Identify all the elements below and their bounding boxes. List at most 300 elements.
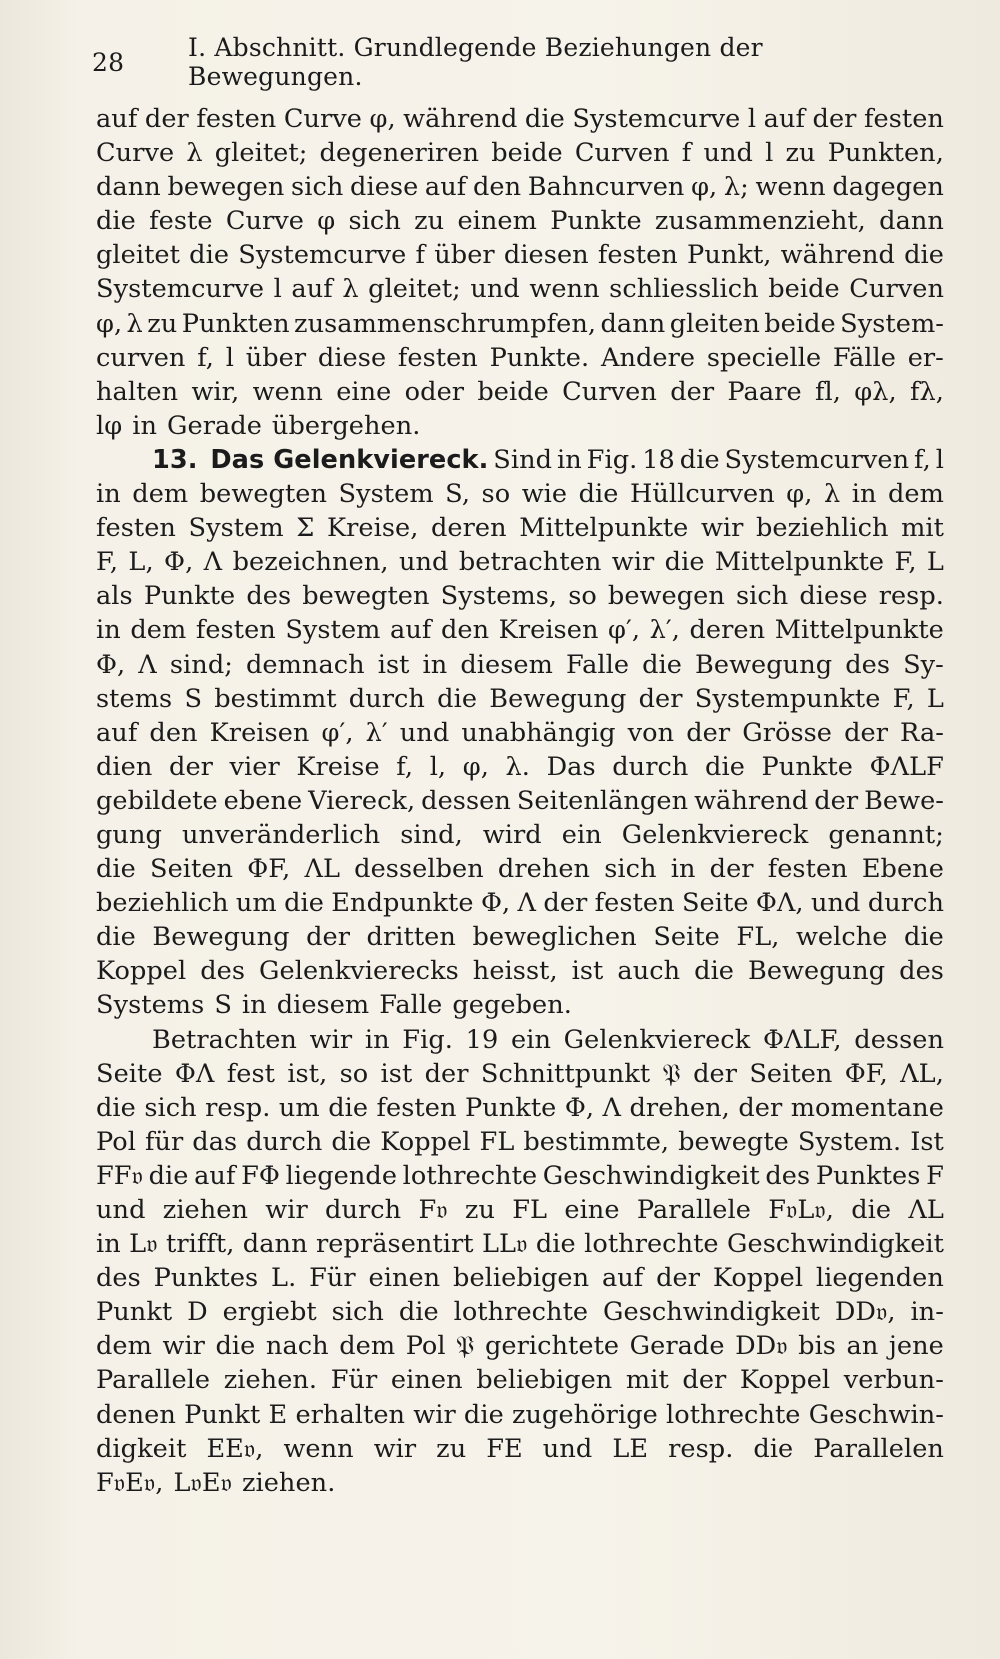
word: Φ, <box>96 649 126 680</box>
word: während <box>403 104 518 134</box>
text-line <box>96 170 944 204</box>
word: Gerade <box>167 410 262 441</box>
word: in <box>96 479 121 510</box>
word: diesem <box>460 649 553 680</box>
word: beziehlich <box>755 513 889 544</box>
word: Mittelpunkte <box>714 547 885 578</box>
word: der <box>682 1365 727 1396</box>
word: Punkte <box>464 1092 557 1123</box>
word: halten <box>96 376 179 407</box>
word: l <box>935 444 944 475</box>
word: φ, <box>96 308 123 339</box>
word: ΦΛ, <box>755 888 804 919</box>
word: EE𝔳, <box>206 1433 264 1464</box>
word: mit <box>625 1365 669 1396</box>
word: Für <box>309 1263 356 1294</box>
word: über <box>434 240 495 271</box>
word: die <box>96 922 136 953</box>
word: der <box>844 717 888 748</box>
text-line <box>96 682 944 716</box>
word: an <box>846 1331 879 1362</box>
word: Ebene <box>861 854 944 885</box>
word: bewegten <box>199 479 328 510</box>
word: Punkte <box>761 751 853 782</box>
word: zu <box>147 308 178 339</box>
word: FL <box>512 1195 548 1225</box>
word: heisst, <box>472 956 558 987</box>
word: Endpunkte <box>331 888 474 919</box>
word: zusammenschrumpfen, <box>294 308 597 339</box>
word: stems <box>96 683 173 714</box>
word: λ <box>126 308 143 339</box>
text-line <box>96 1057 944 1091</box>
word: 𝔓 <box>662 1058 681 1089</box>
word: feste <box>149 206 213 237</box>
word: wenn <box>283 1433 354 1464</box>
text-line <box>96 409 944 443</box>
word: Punkte. <box>489 342 590 373</box>
word: in <box>851 479 877 510</box>
text-line <box>96 307 944 341</box>
word: unabhängig <box>461 717 616 748</box>
word: Bewegung <box>748 956 886 987</box>
word: beweglichen <box>472 922 637 953</box>
word: Curven <box>562 376 657 407</box>
text-line <box>96 954 944 988</box>
word: diesem <box>276 990 370 1021</box>
word: ΦF, <box>247 854 291 885</box>
word: dagegen <box>832 172 944 203</box>
word: der <box>543 888 588 919</box>
word: des <box>200 956 246 987</box>
word: ebene <box>223 785 303 816</box>
word: dann <box>242 1229 308 1260</box>
word: Pol <box>96 1126 136 1157</box>
text-line <box>96 1159 944 1193</box>
word: deren <box>430 513 507 544</box>
word: die <box>328 1092 369 1123</box>
word: des <box>845 649 891 680</box>
word: durch <box>612 751 689 782</box>
word: der <box>709 854 754 885</box>
word: ΛL, <box>900 1058 944 1089</box>
word: dann <box>879 206 944 237</box>
word: Punkt <box>96 1297 173 1328</box>
word: D <box>187 1297 208 1328</box>
word: zu <box>436 1433 467 1464</box>
word: Systempunkte <box>694 683 881 714</box>
word: die <box>96 206 136 237</box>
word: der <box>693 1058 738 1089</box>
word: Andere <box>600 342 696 373</box>
word: die <box>664 547 705 578</box>
word: wenn <box>755 172 826 203</box>
word: fl, <box>814 376 841 407</box>
word: Seitenlängen <box>516 785 689 816</box>
word: erhalten <box>295 1399 406 1430</box>
word: Bewe- <box>864 785 944 816</box>
word: durch <box>325 1195 402 1225</box>
word: φ, <box>786 479 813 510</box>
word: den <box>149 717 198 748</box>
word: die <box>437 683 478 714</box>
word: wir <box>373 1433 417 1464</box>
text-line <box>96 1193 944 1227</box>
section-number: 13. <box>152 444 198 475</box>
word: in <box>422 649 448 680</box>
word: dem <box>130 615 187 646</box>
word: Punktes <box>153 1263 259 1294</box>
word: sich <box>735 581 789 612</box>
word: verbun- <box>843 1365 944 1396</box>
word: F <box>926 1160 944 1191</box>
word: ΛL <box>304 854 341 885</box>
text-line <box>96 272 944 306</box>
word: System <box>285 615 381 646</box>
word: F, <box>894 547 917 578</box>
word: Φ, <box>480 888 511 919</box>
word: beide <box>491 138 563 169</box>
word: ein <box>511 1024 551 1055</box>
word: wenn <box>529 274 600 305</box>
word: φ′, <box>321 717 354 748</box>
text-line <box>96 1261 944 1295</box>
word: und <box>470 274 520 305</box>
page-header <box>92 33 932 91</box>
word: Betrachten <box>152 1024 297 1055</box>
word: die <box>851 1195 892 1225</box>
word: liegende <box>285 1160 398 1191</box>
word: die <box>642 649 682 680</box>
word: λ′, <box>649 615 680 646</box>
word: fest <box>226 1058 275 1089</box>
word: Paare <box>727 376 802 407</box>
word: gleitet; <box>214 138 308 169</box>
word: die <box>189 240 230 271</box>
word: f, <box>914 444 931 475</box>
word: festen <box>195 615 276 646</box>
word: bewegten <box>302 581 430 612</box>
word: Geschwindigkeit <box>603 1297 820 1328</box>
word: der <box>638 683 683 714</box>
word: f, <box>197 342 214 373</box>
word: Sind <box>493 444 553 475</box>
word: der <box>814 785 859 816</box>
word: in <box>96 615 121 646</box>
word: bis <box>798 1331 836 1362</box>
word: eine <box>336 376 392 407</box>
word: Punkten, <box>827 138 944 169</box>
word: mit <box>901 513 944 544</box>
text-line <box>96 988 944 1022</box>
word: der <box>738 1092 783 1123</box>
word: lothrechte <box>453 1297 589 1328</box>
word: lφ <box>96 410 123 441</box>
word: die <box>463 1399 504 1430</box>
word: wir <box>309 1024 353 1055</box>
word: wie <box>521 479 568 510</box>
word: und <box>399 717 450 748</box>
word: diesen <box>503 240 589 271</box>
word: ziehen. <box>223 1365 318 1396</box>
word: Systemcurve <box>238 240 407 271</box>
word: die <box>96 1092 136 1123</box>
word: Geschwin- <box>808 1399 944 1430</box>
word: sich <box>331 1297 384 1328</box>
word: F, <box>892 683 915 714</box>
word: denen <box>96 1399 176 1430</box>
word: diese <box>350 172 419 203</box>
word: Gelenkvierecks <box>259 956 459 987</box>
text-line <box>96 579 944 613</box>
word: F, <box>96 547 119 578</box>
word: λ; <box>723 172 749 203</box>
word: degeneriren <box>319 138 480 169</box>
word: der <box>812 104 857 134</box>
word: lothrechte <box>584 1229 719 1260</box>
word: F𝔳 <box>418 1195 448 1225</box>
word: beziehlich <box>96 888 229 919</box>
word: L <box>926 683 944 714</box>
word: Punkte <box>143 581 236 612</box>
word: der <box>686 717 731 748</box>
word: beliebigen <box>476 1365 613 1396</box>
word: L𝔳 <box>129 1229 158 1260</box>
word: Falle <box>379 990 443 1021</box>
word: die <box>524 104 565 134</box>
word: momentane <box>790 1092 944 1123</box>
word: wir <box>162 1331 205 1362</box>
word: f, <box>396 751 414 782</box>
word: von <box>627 717 675 748</box>
word: Kreisen <box>209 717 310 748</box>
word: dem <box>132 479 189 510</box>
word: E <box>268 1399 288 1430</box>
word: auf <box>601 1263 644 1294</box>
word: resp. <box>205 1092 271 1123</box>
word: ist, <box>287 1058 328 1089</box>
word: System- <box>840 308 944 339</box>
word: l <box>765 138 774 169</box>
word: bestimmte, <box>523 1126 670 1157</box>
word: Bewegung <box>695 649 833 680</box>
word: wird <box>482 819 542 850</box>
word: der <box>424 1058 469 1089</box>
word: festen <box>96 513 176 544</box>
word: Viereck, <box>308 785 416 816</box>
text-line <box>96 648 944 682</box>
word: ergiebt <box>222 1297 317 1328</box>
word: zusammenzieht, <box>654 206 866 237</box>
word: 18 <box>642 444 675 475</box>
word: dem <box>339 1331 396 1362</box>
word: die <box>753 1433 794 1464</box>
word: sich <box>144 1092 197 1123</box>
word: jene <box>888 1331 944 1362</box>
word: gung <box>96 819 162 850</box>
word: auf <box>96 104 138 134</box>
word: l <box>273 274 282 305</box>
word: die <box>331 1126 372 1157</box>
word: DD𝔳 <box>735 1331 788 1362</box>
word: Mittelpunkte <box>774 615 944 646</box>
word: Seite <box>681 888 749 919</box>
word: ΦΛLF <box>869 751 944 782</box>
word: einen <box>368 1263 441 1294</box>
word: ziehen <box>162 1195 249 1225</box>
word: Fälle <box>832 342 896 373</box>
word: die <box>578 479 619 510</box>
word: fλ, <box>909 376 944 407</box>
word: Grösse <box>742 717 833 748</box>
word: gleitet <box>96 240 180 271</box>
word: dann <box>96 172 161 203</box>
word: φλ, <box>854 376 897 407</box>
word: Hüllcurven <box>629 479 775 510</box>
word: festen <box>376 1092 457 1123</box>
word: den <box>472 172 522 203</box>
word: festen <box>597 240 678 271</box>
word: während <box>780 240 895 271</box>
word: zu <box>785 138 816 169</box>
word: durch <box>246 1126 323 1157</box>
word: dritten <box>366 922 456 953</box>
word: f <box>681 138 692 169</box>
word: um <box>278 1092 320 1123</box>
word: der <box>670 376 715 407</box>
word: auf <box>96 717 138 748</box>
word: des <box>246 581 292 612</box>
word: bewegen <box>607 581 725 612</box>
word: die <box>398 1297 439 1328</box>
text-line <box>96 920 944 954</box>
word: Systemcurven <box>724 444 910 475</box>
word: gerichtete <box>484 1331 620 1362</box>
word: System <box>188 513 284 544</box>
word: die <box>705 751 745 782</box>
text-line <box>96 1466 944 1500</box>
word: in <box>241 990 267 1021</box>
word: Geschwindigkeit <box>727 1229 944 1260</box>
word: Λ <box>138 649 157 680</box>
text-line <box>96 1023 944 1057</box>
word: lothrechte <box>402 1160 538 1191</box>
word: der <box>144 104 189 134</box>
word: die <box>215 1331 256 1362</box>
word: des <box>765 1160 811 1191</box>
word: φ, <box>691 172 718 203</box>
word: und <box>810 888 861 919</box>
word: zu <box>414 206 445 237</box>
word: in- <box>910 1297 944 1328</box>
word: in <box>670 854 696 885</box>
word: Sy- <box>903 649 944 680</box>
word: die <box>535 1229 576 1260</box>
word: durch <box>348 683 425 714</box>
word: eine <box>564 1195 620 1225</box>
word: sich <box>604 854 657 885</box>
word: Das <box>546 751 596 782</box>
word: λ <box>186 138 203 169</box>
word: resp. <box>668 1433 734 1464</box>
word: System. <box>797 1126 902 1157</box>
word: während <box>694 785 809 816</box>
word: beliebigen <box>453 1263 590 1294</box>
word: welche <box>795 922 888 953</box>
text-line <box>96 750 944 784</box>
text-line <box>96 102 944 136</box>
word: FL, <box>736 922 780 953</box>
word: gebildete <box>96 785 218 816</box>
word: ist <box>571 956 604 987</box>
word: wir <box>265 1195 308 1225</box>
word: festen <box>397 342 478 373</box>
word: L𝔳E𝔳 <box>173 1467 232 1498</box>
word: und <box>542 1433 593 1464</box>
word: oder <box>404 376 465 407</box>
text-line <box>96 1432 944 1466</box>
word: LE <box>612 1433 649 1464</box>
word: drehen <box>497 854 591 885</box>
word: in <box>556 444 582 475</box>
word: Koppel <box>739 1365 831 1396</box>
word: wir, <box>191 376 240 407</box>
word: lothrechte <box>666 1399 801 1430</box>
word: Punkten <box>181 308 290 339</box>
running-title: I. Abschnitt. Grundlegende Beziehungen der Bewegungen. <box>188 33 763 91</box>
word: Seite <box>653 922 720 953</box>
section-title: Das Gelenkviereck. <box>210 444 489 475</box>
text-line <box>96 545 944 579</box>
text-line <box>96 818 944 852</box>
word: Curven <box>849 274 944 305</box>
word: Systemcurve <box>96 274 265 305</box>
word: Systemcurve <box>572 104 741 134</box>
word: wir <box>700 513 744 544</box>
text-line <box>96 1398 944 1432</box>
word: Falle <box>566 649 630 680</box>
word: Kreise <box>296 751 380 782</box>
word: betrachten <box>458 547 602 578</box>
word: so <box>568 581 597 612</box>
word: Ist <box>910 1126 944 1157</box>
word: Fig. <box>402 1024 453 1055</box>
word: resp. <box>878 581 944 612</box>
word: λ. <box>505 751 530 782</box>
word: auch <box>617 956 681 987</box>
word: Für <box>330 1365 378 1396</box>
word: ΦF, <box>844 1058 888 1089</box>
word: wir <box>413 1399 456 1430</box>
word: nach <box>265 1331 329 1362</box>
word: gleiten <box>669 308 760 339</box>
word: Kreise, <box>326 513 419 544</box>
word: Parallele <box>96 1365 211 1396</box>
word: curven <box>96 342 186 373</box>
word: Bahncurven <box>527 172 685 203</box>
word: Φ, <box>164 547 194 578</box>
word: des <box>899 956 944 987</box>
word: die <box>148 1160 189 1191</box>
word: ist <box>377 649 410 680</box>
word: sind; <box>169 649 233 680</box>
word: und <box>96 1195 146 1225</box>
word: die <box>96 854 136 885</box>
word: und <box>398 547 449 578</box>
word: desselben <box>354 854 484 885</box>
word: das <box>192 1126 238 1157</box>
word: drehen, <box>629 1092 730 1123</box>
